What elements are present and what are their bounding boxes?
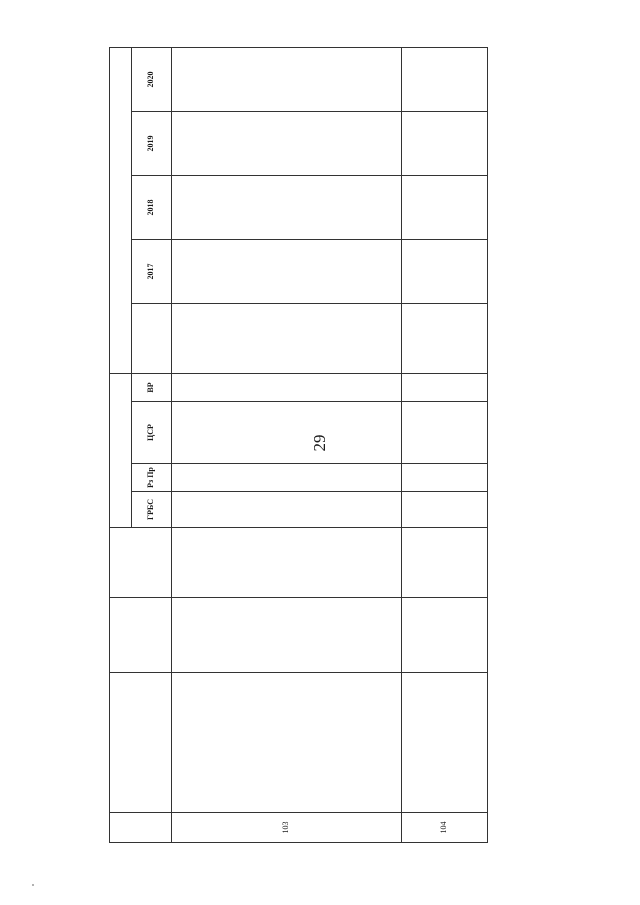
csr-cell [172, 402, 402, 464]
header-expenses [110, 48, 132, 374]
budget-table-inner [109, 48, 487, 843]
header-funding-sources [110, 528, 172, 598]
budget-table-rotor [109, 48, 487, 843]
year-cell [402, 176, 488, 240]
header-vr: ВР [132, 374, 172, 402]
activity-cell [402, 673, 488, 813]
header-csr: ЦСР [132, 402, 172, 464]
header-activity-name [110, 673, 172, 813]
year-cell [402, 240, 488, 304]
rzpr-cell [172, 464, 402, 492]
csr-cell [402, 402, 488, 464]
total-cell [402, 304, 488, 374]
table-row [172, 48, 402, 843]
header-rz-pr: Рз Пр [132, 464, 172, 492]
executor-cell [172, 598, 402, 673]
header-budget-class [110, 374, 132, 528]
source-cell [172, 528, 402, 598]
header-2019: 2019 [132, 112, 172, 176]
table-row [402, 48, 488, 843]
total-cell [172, 304, 402, 374]
header-total [132, 304, 172, 374]
page-number: 29 [310, 434, 329, 452]
vr-cell [402, 374, 488, 402]
activity-cell [172, 673, 402, 813]
source-cell [402, 528, 488, 598]
vr-cell [172, 374, 402, 402]
row-no-cell: 103 [172, 813, 402, 843]
header-2018: 2018 [132, 176, 172, 240]
year-cell [172, 48, 402, 112]
year-cell [172, 240, 402, 304]
header-2017: 2017 [132, 240, 172, 304]
year-cell [402, 112, 488, 176]
grbs-cell [402, 492, 488, 528]
header-executors [110, 598, 172, 673]
header-grbs: ГРБС [132, 492, 172, 528]
rzpr-cell [402, 464, 488, 492]
executor-cell [402, 598, 488, 673]
year-cell [172, 112, 402, 176]
budget-table [109, 47, 488, 843]
year-cell [402, 48, 488, 112]
scan-speck [32, 884, 34, 886]
header-2020: 2020 [132, 48, 172, 112]
row-no-cell: 104 [402, 813, 488, 843]
header-row-no [110, 813, 172, 843]
grbs-cell [172, 492, 402, 528]
year-cell [172, 176, 402, 240]
